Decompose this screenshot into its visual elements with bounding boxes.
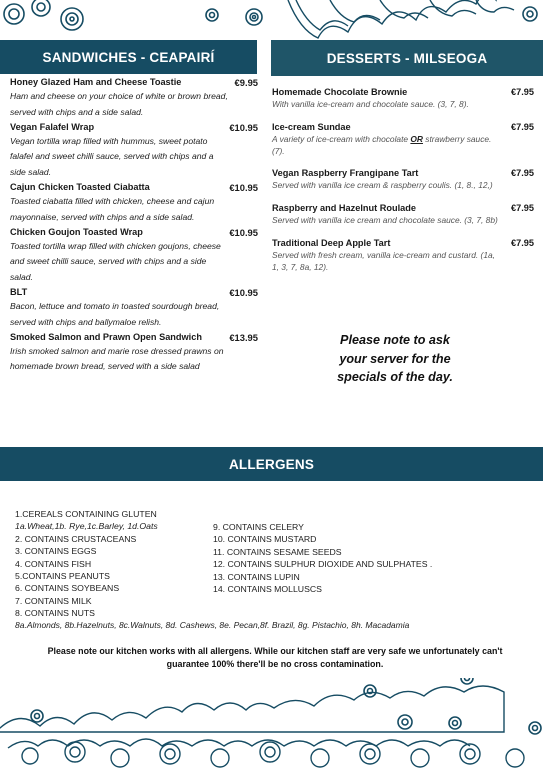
allergen-item: 3. CONTAINS EGGS [15,546,97,557]
item-name: Cajun Chicken Toasted Ciabatta [10,181,150,192]
item-name: Traditional Deep Apple Tart [272,237,391,248]
allergen-item: 6. CONTAINS SOYBEANS [15,583,120,594]
menu-item [272,86,534,111]
allergens-list-right [213,521,533,595]
item-description: Served with fresh cream, vanilla ice-cream and custard. (1a, 1, 3, 7, 8a, 12). [272,249,495,272]
menu-item [10,121,258,181]
item-price: €10.95 [229,226,258,238]
item-price: €7.95 [511,203,534,214]
sandwiches-list [10,76,258,375]
allergen-item: 14. CONTAINS MOLLUSCS [213,584,322,595]
item-description: Toasted tortilla wrap filled with chicken goujons, cheese and sweet chilli sauce, served with chips and a side salad. [10,240,221,283]
item-name: Smoked Salmon and Prawn Open Sandwich [10,331,202,342]
item-name: BLT [10,286,28,297]
menu-item [272,202,534,227]
menu-item [272,121,534,158]
cross-contamination-notice [20,645,530,670]
specials-line: your server for the [339,351,451,366]
item-name: Vegan Raspberry Frangipane Tart [272,168,419,179]
item-price: €10.95 [229,181,258,193]
allergens-list-left [15,508,215,620]
item-name: Chicken Goujon Toasted Wrap [10,226,143,237]
allergen-item: 11. CONTAINS SESAME SEEDS [213,546,342,557]
item-description: With vanilla ice-cream and chocolate sauce. (3, 7, 8). [272,99,469,109]
item-description: Bacon, lettuce and tomato in toasted sourdough bread, served with chips and ballymaloe relish. [10,300,220,327]
menu-item [272,167,534,192]
item-description [272,134,534,158]
desc-text: strawberry sauce. (7). [272,133,492,156]
sandwiches-heading: SANDWICHES - CEAPAIRÍ [0,40,257,74]
allergens-heading: ALLERGENS [0,447,543,481]
notice-line: guarantee 100% there'll be no cross contamination. [166,658,384,669]
menu-item [10,226,258,286]
item-name: Homemade Chocolate Brownie [272,87,408,97]
allergen-item: 8. CONTAINS NUTS [15,608,95,619]
specials-line: specials of the day. [337,370,453,384]
item-name: Honey Glazed Ham and Cheese Toastie [10,77,182,87]
item-description: Served with vanilla ice cream and chocolate sauce. (3, 7, 8b) [272,215,498,226]
menu-item [10,286,258,331]
notice-line: Please note our kitchen works with all allergens. While our kitchen staff are very safe we unfortunately can't [47,646,503,656]
item-price: €9.95 [234,77,258,88]
item-price: €10.95 [229,286,258,298]
item-price: €10.95 [229,121,258,133]
item-price: €7.95 [511,87,534,97]
desc-emphasis: OR [410,133,423,144]
menu-item [272,237,534,274]
allergen-item: 12. CONTAINS SULPHUR DIOXIDE AND SULPHATES . [213,559,433,570]
allergen-item: 9. CONTAINS CELERY [213,522,304,532]
menu-item [10,331,258,376]
menu-item [10,181,258,226]
desc-text: A variety of ice-cream with chocolate [272,133,411,144]
item-name: Raspberry and Hazelnut Roulade [272,203,416,214]
item-description: Toasted ciabatta filled with chicken, cheese and cajun mayonnaise, served with chips and a side salad. [10,195,215,222]
item-price: €7.95 [511,121,534,132]
item-description: Served with vanilla ice cream & raspberry coulis. (1, 8., 12,) [272,180,493,191]
desserts-heading: DESSERTS - MILSEOGA [271,40,543,76]
specials-note [300,331,490,387]
item-name: Ice-cream Sundae [272,121,351,132]
allergen-item: 7. CONTAINS MILK [15,595,92,606]
item-description: Irish smoked salmon and marie rose dressed prawns on homemade brown bread, served with a side salad [10,345,224,372]
allergen-item: 1a.Wheat,1b. Rye,1c.Barley, 1d.Oats [15,521,158,532]
nut-types: 8a.Almonds, 8b.Hazelnuts, 8c.Walnuts, 8d. Cashews, 8e. Pecan,8f. Brazil, 8g. Pistachio, 8h. Macadamia [15,620,410,630]
item-price: €13.95 [229,331,258,343]
item-price: €7.95 [511,168,534,179]
desserts-list [272,86,534,284]
allergen-item: 10. CONTAINS MUSTARD [213,534,317,545]
item-price: €7.95 [511,237,534,248]
swirl-pattern-bottom-icon [0,678,543,768]
allergen-item: 1.CEREALS CONTAINING GLUTEN [15,509,157,519]
item-description: Ham and cheese on your choice of white or brown bread, served with chips and a side salad. [10,91,228,117]
menu-item [10,76,258,121]
allergen-item: 4. CONTAINS FISH [15,558,92,569]
specials-line: Please note to ask [340,333,450,347]
allergen-item: 2. CONTAINS CRUSTACEANS [15,533,137,544]
allergen-item: 13. CONTAINS LUPIN [213,571,300,582]
swirl-pattern-top-icon [0,0,543,40]
allergen-item: 5.CONTAINS PEANUTS [15,571,110,582]
item-description: Vegan tortilla wrap filled with hummus, sweet potato falafel and sweet chilli sauce, served with chips and a side salad. [10,135,214,178]
item-name: Vegan Falafel Wrap [10,121,95,132]
